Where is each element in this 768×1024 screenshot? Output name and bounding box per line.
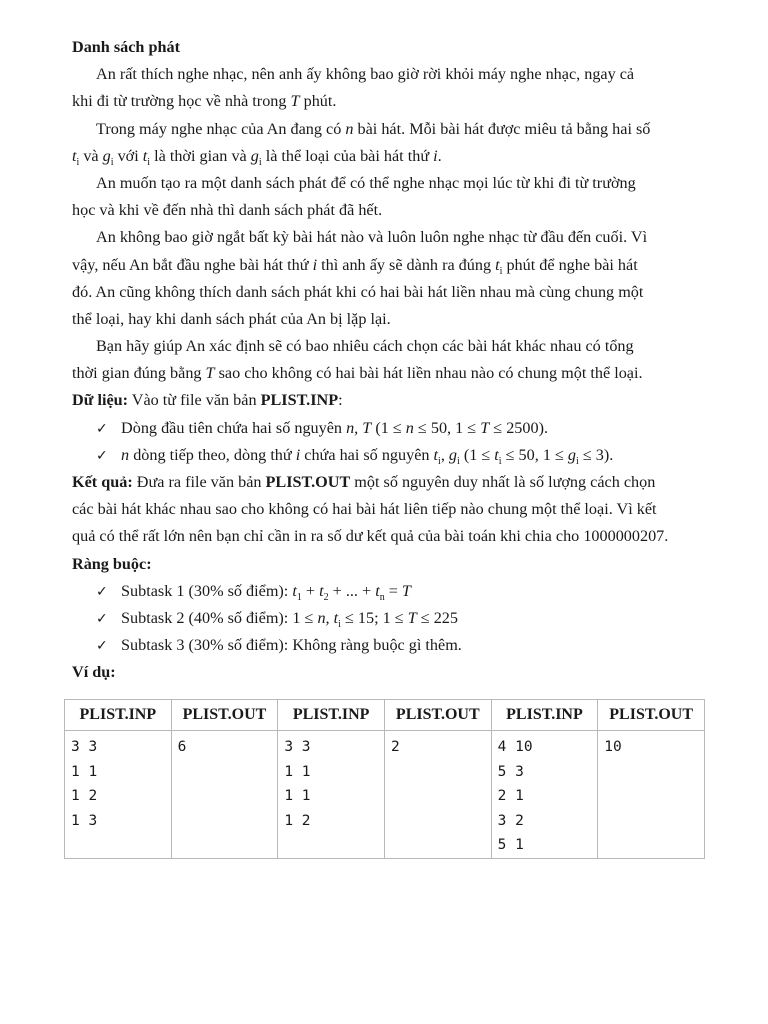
- text: và: [83, 146, 99, 165]
- text: ≤ 50, 1 ≤: [505, 445, 564, 464]
- math-var: t: [72, 146, 77, 165]
- section-label: Dữ liệu:: [72, 391, 129, 410]
- text: là thể loại của bài hát thứ: [265, 146, 430, 165]
- math-sub: i: [438, 456, 441, 468]
- text: Trong máy nghe nhạc của An đang có: [96, 119, 342, 138]
- paragraph-2-line-2: [72, 143, 698, 170]
- math-var: T: [480, 418, 490, 437]
- example-2-output: [384, 731, 491, 859]
- math-var: g: [102, 146, 111, 165]
- cell-line: 1 3: [71, 812, 98, 829]
- cell-line: 5 1: [497, 837, 524, 853]
- math-sub: i: [258, 156, 262, 168]
- cell-line: 1 2: [71, 788, 98, 804]
- example-3-output: [598, 731, 705, 859]
- text: ≤ 2500).: [493, 418, 549, 437]
- math-sub: i: [147, 156, 151, 168]
- math-var: T: [290, 92, 300, 111]
- text: Subtask 3 (30% số điểm): Không ràng buộc gì thêm.: [121, 636, 462, 655]
- math-sub: i: [338, 619, 341, 631]
- math-var: i: [295, 445, 301, 464]
- text: Subtask 1 (30% số điểm):: [121, 581, 289, 600]
- text: ,: [440, 445, 445, 464]
- text: An muốn tạo ra một danh sách phát để có thể nghe nhạc mọi lúc từ khi đi từ trường: [96, 173, 636, 192]
- text: phút.: [303, 92, 337, 111]
- file-name: PLIST.OUT: [265, 473, 351, 491]
- paragraph-5-line-1: Bạn hãy giúp An xác định sẽ có bao nhiêu cách chọn các bài hát khác nhau có tổng: [96, 337, 634, 356]
- text: thì anh ấy sẽ dành ra đúng: [321, 255, 492, 274]
- input-bullet-2: [72, 442, 698, 469]
- cell-line: 3 3: [71, 739, 98, 755]
- math-sub: 2: [323, 591, 329, 603]
- math-sub: 1: [296, 591, 302, 603]
- text: (1 ≤: [375, 418, 402, 437]
- paragraph-3-line-2: học và khi về đến nhà thì danh sách phát đã hết.: [72, 201, 383, 220]
- math-var: n: [405, 418, 414, 437]
- text: một số nguyên duy nhất là số lượng cách chọn: [354, 473, 656, 491]
- text: ≤ 50, 1 ≤: [417, 418, 477, 437]
- math-sub: i: [110, 156, 114, 168]
- column-header: PLIST.OUT: [384, 700, 491, 731]
- math-var: n,: [346, 418, 359, 437]
- text: + ... +: [332, 581, 372, 600]
- text: khi đi từ trường học về nhà trong: [72, 92, 287, 111]
- constraint-subtask-1: [72, 578, 698, 605]
- math-sub: i: [498, 456, 502, 468]
- constraint-subtask-2: [72, 605, 698, 632]
- example-table: [64, 699, 705, 859]
- math-var: t: [494, 445, 499, 464]
- text: phút để nghe bài hát: [506, 255, 638, 274]
- column-header: PLIST.OUT: [171, 700, 278, 731]
- output-section-line-2: các bài hát khác nhau sao cho không có hai bài hát liên tiếp nào chung một thể loại. Vì kết: [72, 500, 657, 519]
- paragraph-5-line-2: [72, 360, 698, 387]
- problem-title: Danh sách phát: [72, 38, 180, 56]
- input-section-heading: [72, 387, 698, 414]
- text: bài hát. Mỗi bài hát được miêu tả bằng hai số: [357, 119, 651, 138]
- text: ≤ 3).: [582, 445, 614, 464]
- math-sub: i: [576, 456, 579, 468]
- check-icon: ✓: [96, 638, 108, 655]
- text: vậy, nếu An bắt đầu nghe bài hát thứ: [72, 255, 309, 274]
- text: (1 ≤: [463, 445, 491, 464]
- math-sub: i: [76, 156, 80, 168]
- paragraph-4-line-3: đó. An cũng không thích danh sách phát khi có hai bài hát liền nhau mà cùng chung một: [72, 282, 644, 301]
- paragraph-1-line-2: [72, 88, 698, 115]
- example-3-input: [491, 731, 598, 859]
- example-heading: Ví dụ:: [72, 663, 116, 682]
- output-section-line-1: [72, 469, 698, 496]
- math-var: n: [121, 445, 130, 464]
- text: An rất thích nghe nhạc, nên anh ấy không bao giờ rời khỏi máy nghe nhạc, ngay cả: [96, 65, 635, 84]
- table-row: [65, 731, 705, 859]
- cell-line: 3 2: [497, 812, 524, 829]
- column-header: PLIST.INP: [65, 700, 172, 731]
- cell-line: 1 1: [284, 788, 311, 804]
- text: Vào từ file văn bản: [131, 391, 257, 410]
- check-icon: ✓: [96, 610, 108, 627]
- file-name: PLIST.INP: [260, 391, 339, 410]
- math-var: g: [567, 445, 577, 464]
- math-var: g: [250, 146, 259, 165]
- paragraph-1-line-1: [72, 61, 698, 88]
- math-var: i: [433, 146, 438, 165]
- math-var: t: [319, 581, 324, 600]
- column-header: PLIST.OUT: [598, 700, 705, 731]
- output-section-line-3: quả có thể rất lớn nên bạn chỉ cần in ra số dư kết quả của bài toán khi chia cho 1000000207.: [72, 527, 669, 546]
- text: +: [305, 581, 316, 600]
- text: Đưa ra file văn bản: [136, 473, 262, 491]
- math-var: t: [433, 445, 439, 464]
- text: ≤ 225: [420, 608, 458, 627]
- check-icon: ✓: [96, 447, 108, 464]
- paragraph-3-line-1: [72, 170, 698, 197]
- cell-line: 2 1: [497, 788, 524, 804]
- text: dòng tiếp theo, dòng thứ: [133, 445, 292, 464]
- text: :: [338, 391, 343, 410]
- check-icon: ✓: [96, 420, 108, 437]
- cell-line: 5 3: [497, 763, 524, 780]
- math-var: T: [407, 608, 417, 627]
- text: =: [388, 581, 398, 600]
- example-2-input: [278, 731, 385, 859]
- problem-statement: [72, 34, 698, 687]
- cell-line: 3 3: [284, 739, 311, 755]
- cell-line: 1 1: [284, 763, 311, 780]
- math-var: g: [448, 445, 457, 464]
- math-var: T: [362, 418, 372, 437]
- cell-line: 10: [604, 739, 622, 755]
- math-var: t: [333, 608, 339, 627]
- constraint-subtask-3: [72, 632, 698, 659]
- math-sub: i: [499, 265, 503, 277]
- column-header: PLIST.INP: [278, 700, 385, 731]
- cell-line: 4 10: [497, 739, 533, 755]
- example-1-output: [171, 731, 278, 859]
- text: Dòng đầu tiên chứa hai số nguyên: [121, 418, 343, 437]
- section-label: Kết quả:: [72, 473, 133, 491]
- math-sub: i: [457, 456, 460, 468]
- text: với: [117, 146, 139, 165]
- column-header: PLIST.INP: [491, 700, 598, 731]
- math-var: i: [312, 255, 318, 274]
- text: sao cho không có hai bài hát liền nhau nào có chung một thể loại.: [218, 364, 643, 383]
- check-icon: ✓: [96, 583, 108, 600]
- cell-line: 1 2: [284, 812, 311, 829]
- paragraph-4-line-2: [72, 252, 698, 279]
- cell-line: 6: [177, 739, 187, 755]
- paragraph-4-line-4: thể loại, hay khi danh sách phát của An bị lặp lại.: [72, 309, 391, 328]
- math-var: n,: [317, 608, 330, 627]
- math-var: t: [292, 581, 297, 600]
- cell-line: 2: [390, 739, 400, 755]
- text: Subtask 2 (40% số điểm): 1 ≤: [121, 608, 314, 627]
- math-var: T: [205, 364, 215, 383]
- paragraph-4-line-1: An không bao giờ ngắt bất kỳ bài hát nào và luôn luôn nghe nhạc từ đầu đến cuối. Vì: [96, 228, 648, 247]
- cell-line: 1 1: [71, 763, 98, 780]
- math-var: t: [375, 581, 380, 600]
- math-var: t: [495, 255, 500, 274]
- constraints-heading: Ràng buộc:: [72, 554, 152, 573]
- math-var: n: [345, 119, 354, 138]
- text: ≤ 15; 1 ≤: [344, 608, 404, 627]
- table-header-row: [65, 700, 705, 731]
- paragraph-2-line-1: [72, 116, 698, 143]
- math-var: T: [401, 581, 411, 600]
- math-sub: n: [379, 591, 385, 603]
- text: là thời gian và: [154, 146, 247, 165]
- example-1-input: [65, 731, 172, 859]
- text: .: [437, 146, 442, 165]
- input-bullet-1: [72, 415, 698, 442]
- math-var: t: [142, 146, 148, 165]
- text: chứa hai số nguyên: [304, 445, 430, 464]
- text: thời gian đúng bằng: [72, 364, 202, 383]
